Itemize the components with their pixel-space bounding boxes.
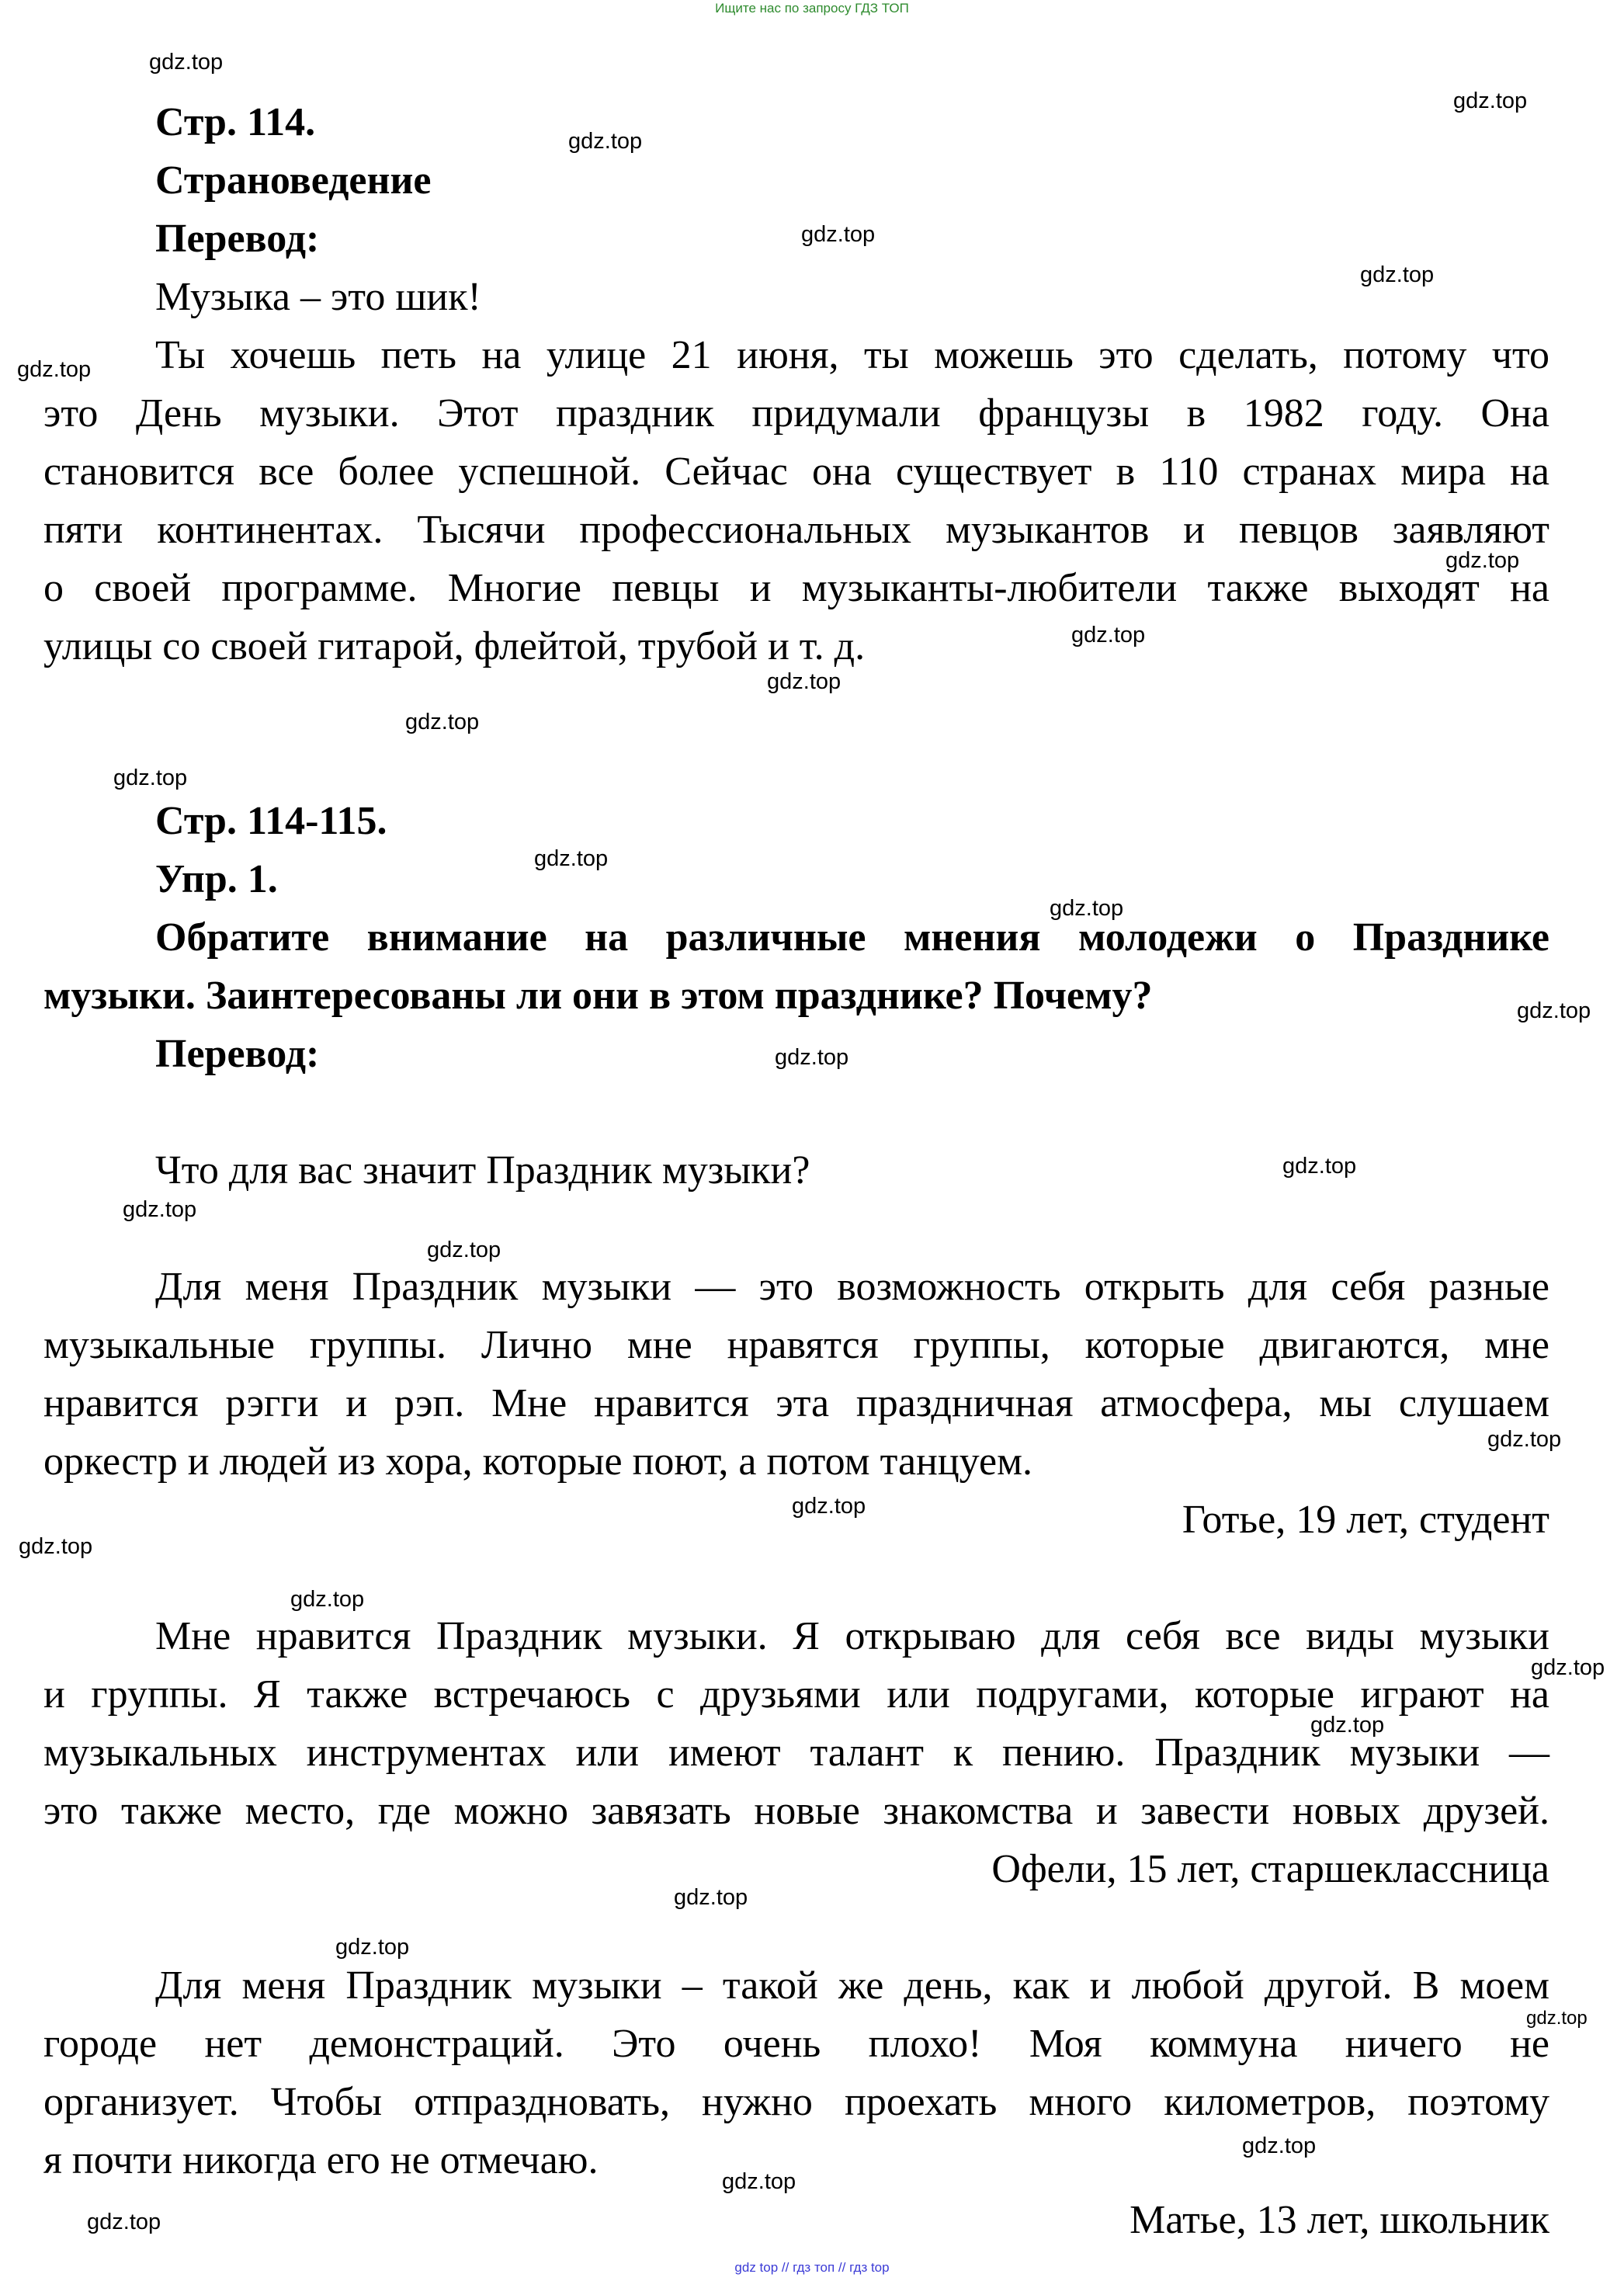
page-ref-114-115: Стр. 114-115. (155, 799, 387, 843)
watermark: gdz.top (149, 50, 224, 75)
page-ref-114: Стр. 114. (155, 100, 316, 144)
watermark: gdz.top (1531, 1655, 1605, 1680)
answer-line: и группы. Я также встречаюсь с друзьями или подругами, которые играют на (43, 1672, 1549, 1717)
paragraph-line: улицы со своей гитарой, флейтой, трубой и т. д. (43, 624, 866, 668)
watermark: gdz.top (123, 1197, 197, 1222)
watermark: gdz.top (1071, 623, 1146, 647)
answer-line: я почти никогда его не отмечаю. (43, 2138, 599, 2182)
watermark: gdz.top (17, 357, 92, 382)
question: Что для вас значит Праздник музыки? (155, 1148, 810, 1193)
watermark: gdz.top (290, 1587, 365, 1612)
watermark: gdz.top (1282, 1154, 1357, 1179)
watermark: gdz.top (767, 669, 841, 694)
text-title: Музыка – это шик! (155, 275, 481, 319)
watermark: gdz.top (1445, 548, 1520, 573)
paragraph-line: о своей программе. Многие певцы и музыканты-любители также выходят на (43, 566, 1549, 610)
answer-line: оркестр и людей из хора, которые поют, а потом танцуем. (43, 1439, 1032, 1484)
paragraph-line: Ты хочешь петь на улице 21 июня, ты можешь это сделать, потому что (155, 333, 1549, 377)
watermark: gdz.top (1050, 896, 1124, 921)
watermark: gdz.top (568, 129, 643, 154)
watermark: gdz.top (427, 1238, 501, 1262)
watermark: gdz.top (1487, 1427, 1562, 1452)
paragraph-line: становится все более успешной. Сейчас она существует в 110 странах мира на (43, 450, 1549, 494)
watermark: gdz.top (87, 2210, 161, 2234)
topic-heading: Страноведение (155, 158, 432, 203)
watermark: gdz.top (801, 222, 876, 247)
watermark: gdz.top (335, 1935, 410, 1960)
watermark: gdz.top (534, 846, 609, 871)
site-header-note: Ищите нас по запросу ГДЗ ТОП (715, 1, 909, 16)
watermark: gdz.top (1310, 1713, 1385, 1738)
answer-author: Матье, 13 лет, школьник (1130, 2198, 1549, 2242)
paragraph-line: это День музыки. Этот праздник придумали французы в 1982 году. Она (43, 391, 1549, 436)
site-footer-note: gdz top // гдз топ // гдз top (734, 2260, 890, 2275)
answer-line: музыкальные группы. Лично мне нравятся группы, которые двигаются, мне (43, 1323, 1549, 1367)
answer-line: организует. Чтобы отпраздновать, нужно проехать много километров, поэтому (43, 2080, 1549, 2124)
answer-line: городе нет демонстраций. Это очень плохо! Моя коммуна ничего не (43, 2022, 1549, 2066)
translation-label: Перевод: (155, 217, 320, 261)
task-line: музыки. Заинтересованы ли они в этом празднике? Почему? (43, 974, 1153, 1018)
translation-label: Перевод: (155, 1032, 320, 1076)
answer-author: Офели, 15 лет, старшеклассница (991, 1847, 1549, 1891)
watermark: gdz.top (113, 766, 188, 790)
watermark: gdz.top (405, 710, 480, 734)
answer-line: Для меня Праздник музыки – такой же день, как и любой другой. В моем (155, 1963, 1549, 2008)
watermark: gdz.top (722, 2169, 796, 2194)
watermark: gdz.top (792, 1494, 866, 1519)
answer-author: Готье, 19 лет, студент (1182, 1498, 1549, 1542)
watermark: gdz.top (1526, 2008, 1588, 2029)
watermark: gdz.top (1517, 998, 1591, 1023)
watermark: gdz.top (1242, 2133, 1317, 2158)
answer-line: Мне нравится Праздник музыки. Я открываю для себя все виды музыки (155, 1614, 1549, 1658)
answer-line: музыкальных инструментах или имеют талант к пению. Праздник музыки — (43, 1731, 1549, 1775)
task-line: Обратите внимание на различные мнения молодежи о Празднике (155, 915, 1549, 960)
watermark: gdz.top (1360, 262, 1435, 287)
watermark: gdz.top (1453, 89, 1528, 113)
watermark: gdz.top (19, 1534, 93, 1559)
answer-line: это также место, где можно завязать новые знакомства и завести новых друзей. (43, 1789, 1549, 1833)
exercise-number: Упр. 1. (155, 857, 278, 901)
paragraph-line: пяти континентах. Тысячи профессиональных музыкантов и певцов заявляют (43, 508, 1549, 552)
watermark: gdz.top (775, 1045, 849, 1070)
watermark: gdz.top (674, 1885, 748, 1910)
answer-line: нравится рэгги и рэп. Мне нравится эта праздничная атмосфера, мы слушаем (43, 1381, 1549, 1425)
answer-line: Для меня Праздник музыки — это возможность открыть для себя разные (155, 1265, 1549, 1309)
